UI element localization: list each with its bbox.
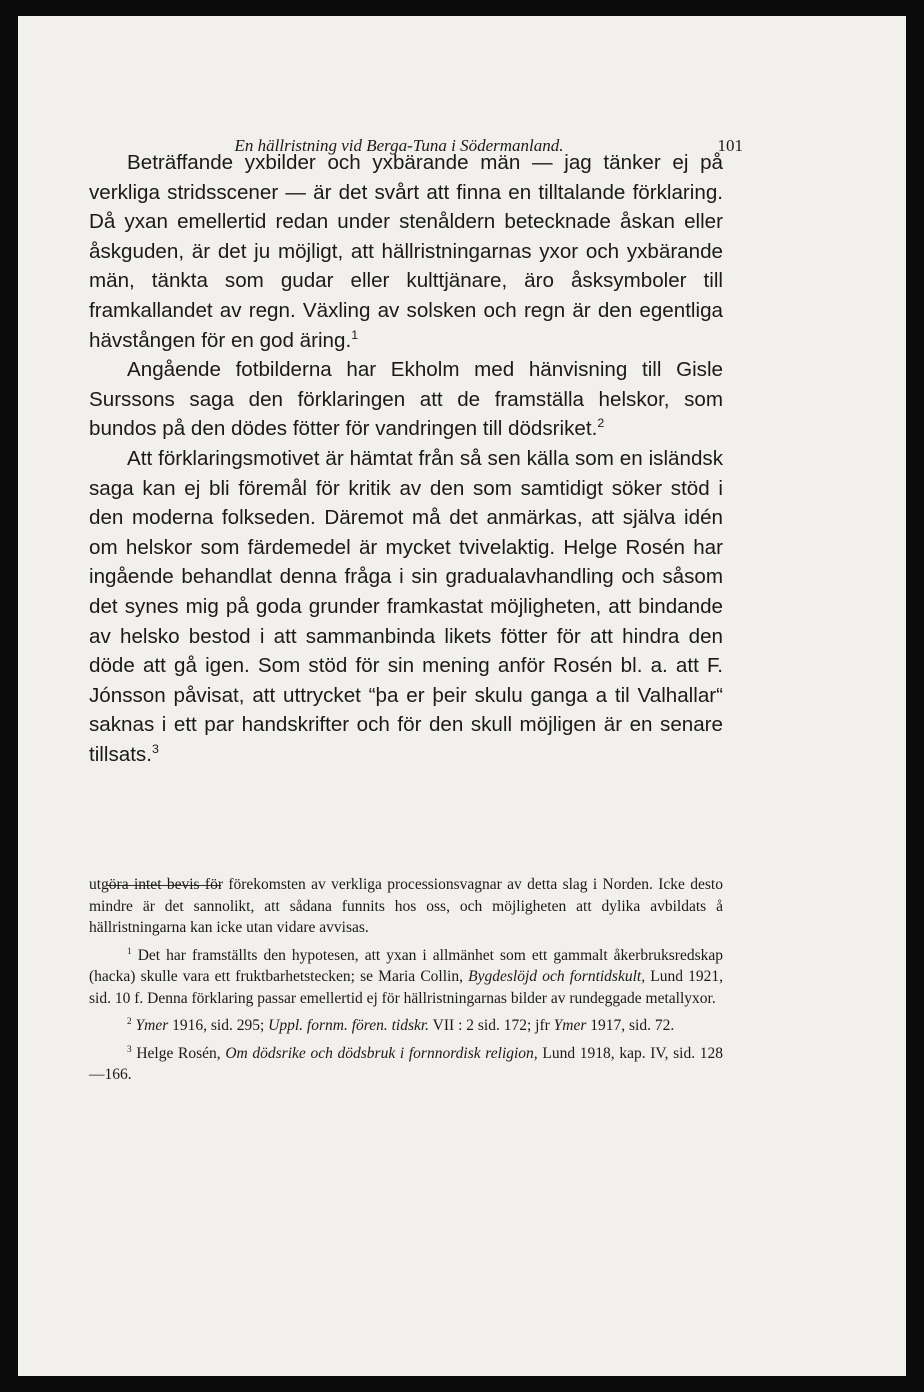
footnote-ref-3: 3 [151, 742, 159, 757]
footnote-2-text-c: 1917, sid. 72. [590, 1017, 675, 1034]
paragraph-3 [89, 444, 723, 770]
footnote-1-text-a: Det har framställts den hypotesen, att yxan i allmänhet som ett gammalt åkerbruksredskap (hacka) skulle vara ett fruktbarhetstecken; se Maria Collin, [89, 946, 723, 985]
paragraph-2-text: Angående fotbilderna har Ekholm med hänvisning till Gisle Surssons saga den förklaringen att de framställa helskor, som bundos på den dödes fötter för vandringen till dödsriket. [89, 358, 723, 441]
footnote-3-text-b: Lund 1918, kap. IV, sid. 128—166. [89, 1044, 724, 1083]
footnote-2-italic-b: Uppl. fornm. fören. tidskr. [268, 1017, 430, 1034]
footnote-3-mark: 3 [127, 1044, 132, 1055]
footnote-2-italic-a: Ymer [135, 1017, 169, 1034]
footnote-2-italic-c: Ymer [553, 1017, 587, 1034]
footnote-1-mark: 1 [127, 946, 132, 957]
footnote-3 [89, 1043, 723, 1086]
footnote-2-text-a: 1916, sid. 295; [172, 1017, 265, 1034]
footnote-2 [89, 1015, 723, 1037]
page-number: 101 [717, 136, 743, 155]
footnote-1-text-b: Lund 1921, sid. 10 f. Denna förklaring passar emellertid ej för hällristningarnas bilder av rundeggade metallyxor. [89, 968, 724, 1007]
footnote-ref-2: 2 [597, 416, 605, 431]
footnote-ref-1: 1 [351, 327, 359, 342]
footnote-1-italic: Bygdeslöjd och forntidskult, [468, 968, 646, 985]
footnotes [89, 874, 723, 1086]
footnote-2-text-b: VII : 2 sid. 172; jfr [432, 1017, 550, 1034]
main-text [89, 148, 723, 769]
footnote-3-text-a: Helge Rosén, [136, 1044, 221, 1062]
footnote-continued: utgöra intet bevis för förekomsten av verkliga processionsvagnar av detta slag i Norden. Icke desto mindre är det sannolikt, att sådana funnits hos oss, och möjligheten att dylika avbildats å hällristningarna kan icke utan vidare avvisas. [89, 876, 723, 936]
paragraph-2 [89, 355, 723, 444]
footnote-2-mark: 2 [127, 1016, 132, 1027]
footnote-3-italic: Om dödsrike och dödsbruk i fornnordisk religion, [225, 1044, 538, 1062]
paragraph-1-text: Beträffande yxbilder och yxbärande män — jag tänker ej på verkliga stridsscener — är det svårt att finna en tilltalande förklaring. Då yxan emellertid redan under stenåldern betecknade åskan eller åskguden, är det ju möjligt, att hällristningarnas yxor och yxbärande män, tänkta som gudar eller kulttjänare, äro åsksymboler till framkallandet av regn. Växling av solsken och regn är den egentliga hävstången för en god äring. [89, 151, 723, 352]
footnote-1 [89, 945, 723, 1010]
paragraph-3-text: Att förklaringsmotivet är hämtat från så sen källa som en isländsk saga kan ej bli föremål för kritik av den som samtidigt söker stöd i den moderna folkseden. Däremot må det anmärkas, att själva idén om helskor som färdemedel är mycket tvivelaktig. Helge Rosén har ingående behandlat denna fråga i sin gradualavhandling och såsom det synes mig på goda grunder framkastat möjligheten, att bindande av helsko bestod i att sammanbinda likets fötter för att hindra den döde att gå igen. Som stöd för sin mening anför Rosén bl. a. att F. Jónsson påvisat, att uttrycket “þa er þeir skulu ganga a til Valhallar“ saknas i ett par handskrifter och för den skull möjligen är en senare tillsats. [89, 446, 723, 766]
running-title: En hällristning vid Berga-Tuna i Södermanland. [234, 136, 564, 155]
paragraph-1 [89, 148, 723, 355]
